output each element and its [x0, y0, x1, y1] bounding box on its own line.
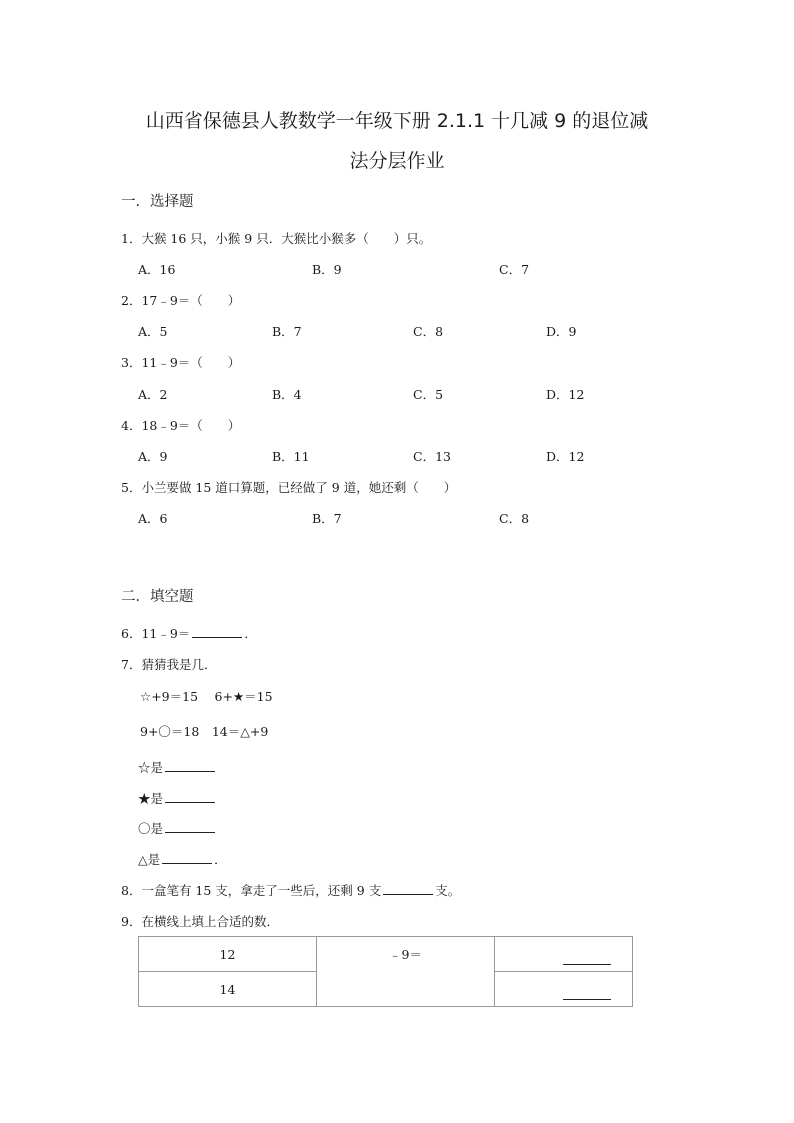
q4-option-b: B．11 — [272, 449, 310, 464]
q7-equation-row-2: 9+〇＝18 14＝△+9 — [140, 724, 269, 739]
q9-operator-cell: ﹣9＝ — [317, 937, 495, 1007]
question-6 — [121, 624, 257, 642]
q5-option-b: B．7 — [312, 511, 342, 526]
question-3: 3．11﹣9＝（ ） — [121, 355, 241, 370]
q7-answer-circle — [138, 819, 217, 837]
q7-blank-triangle[interactable] — [162, 851, 212, 864]
q5-option-a: A．6 — [138, 511, 168, 526]
q3-option-c: C．5 — [413, 387, 444, 402]
q7-label-circle: 〇是 — [138, 821, 164, 836]
question-8 — [121, 881, 460, 899]
section-heading-choice: 一．选择题 — [121, 194, 194, 210]
question-5: 5．小兰要做 15 道口算题，已经做了 9 道，她还剩（ ） — [121, 480, 457, 495]
q6-answer-blank[interactable] — [192, 625, 242, 638]
q7-label-star-filled: ★是 — [138, 791, 164, 806]
q9-answer-blank-1[interactable] — [563, 944, 611, 965]
question-4: 4．18﹣9＝（ ） — [121, 418, 241, 433]
q9-answer-cell-2 — [495, 972, 633, 1007]
q7-blank-circle[interactable] — [165, 820, 215, 833]
q2-option-a: A．5 — [138, 324, 168, 339]
q7-blank-star-filled[interactable] — [165, 790, 215, 803]
q9-cell-12: 12 — [139, 937, 317, 972]
q1-option-a: A．16 — [138, 262, 176, 277]
q8-answer-blank[interactable] — [383, 882, 433, 895]
q7-answer-star-outline — [138, 758, 217, 776]
q5-option-c: C．8 — [499, 511, 530, 526]
q4-option-c: C．13 — [413, 449, 451, 464]
q7-triangle-suffix: ． — [214, 852, 227, 867]
q9-cell-14: 14 — [139, 972, 317, 1007]
q9-table — [138, 936, 633, 1007]
q1-option-b: B．9 — [312, 262, 342, 277]
q7-equation-row-1: ☆+9＝15 6+★＝15 — [140, 689, 273, 704]
q9-answer-cell-1 — [495, 937, 633, 972]
question-2: 2．17﹣9＝（ ） — [121, 293, 241, 308]
q8-suffix: 支。 — [435, 883, 461, 898]
q3-option-d: D．12 — [546, 387, 585, 402]
q2-option-b: B．7 — [272, 324, 302, 339]
q4-option-d: D．12 — [546, 449, 585, 464]
q6-suffix: ． — [244, 626, 257, 641]
q9-answer-blank-2[interactable] — [563, 979, 611, 1000]
q7-answer-triangle — [138, 850, 227, 868]
question-7: 7．猜猜我是几． — [121, 657, 217, 672]
question-1: 1．大猴 16 只，小猴 9 只．大猴比小猴多（ ）只。 — [121, 231, 432, 246]
q8-prefix: 8．一盒笔有 15 支，拿走了一些后，还剩 9 支 — [121, 883, 382, 898]
q3-option-b: B．4 — [272, 387, 302, 402]
q1-option-c: C．7 — [499, 262, 530, 277]
q3-option-a: A．2 — [138, 387, 168, 402]
q4-option-a: A．9 — [138, 449, 168, 464]
q6-prefix: 6．11﹣9＝ — [121, 626, 191, 641]
section-heading-fill: 二．填空题 — [121, 589, 194, 605]
q7-answer-star-filled — [138, 789, 217, 807]
doc-title-line2: 法分层作业 — [349, 150, 445, 172]
question-9: 9．在横线上填上合适的数． — [121, 914, 279, 929]
doc-title-line1: 山西省保德县人教数学一年级下册 2.1.1 十几减 9 的退位减 — [145, 110, 649, 132]
q2-option-c: C．8 — [413, 324, 444, 339]
q7-blank-star-outline[interactable] — [165, 759, 215, 772]
q2-option-d: D．9 — [546, 324, 577, 339]
q7-label-star-outline: ☆是 — [138, 760, 164, 775]
q7-label-triangle: △是 — [138, 852, 161, 867]
